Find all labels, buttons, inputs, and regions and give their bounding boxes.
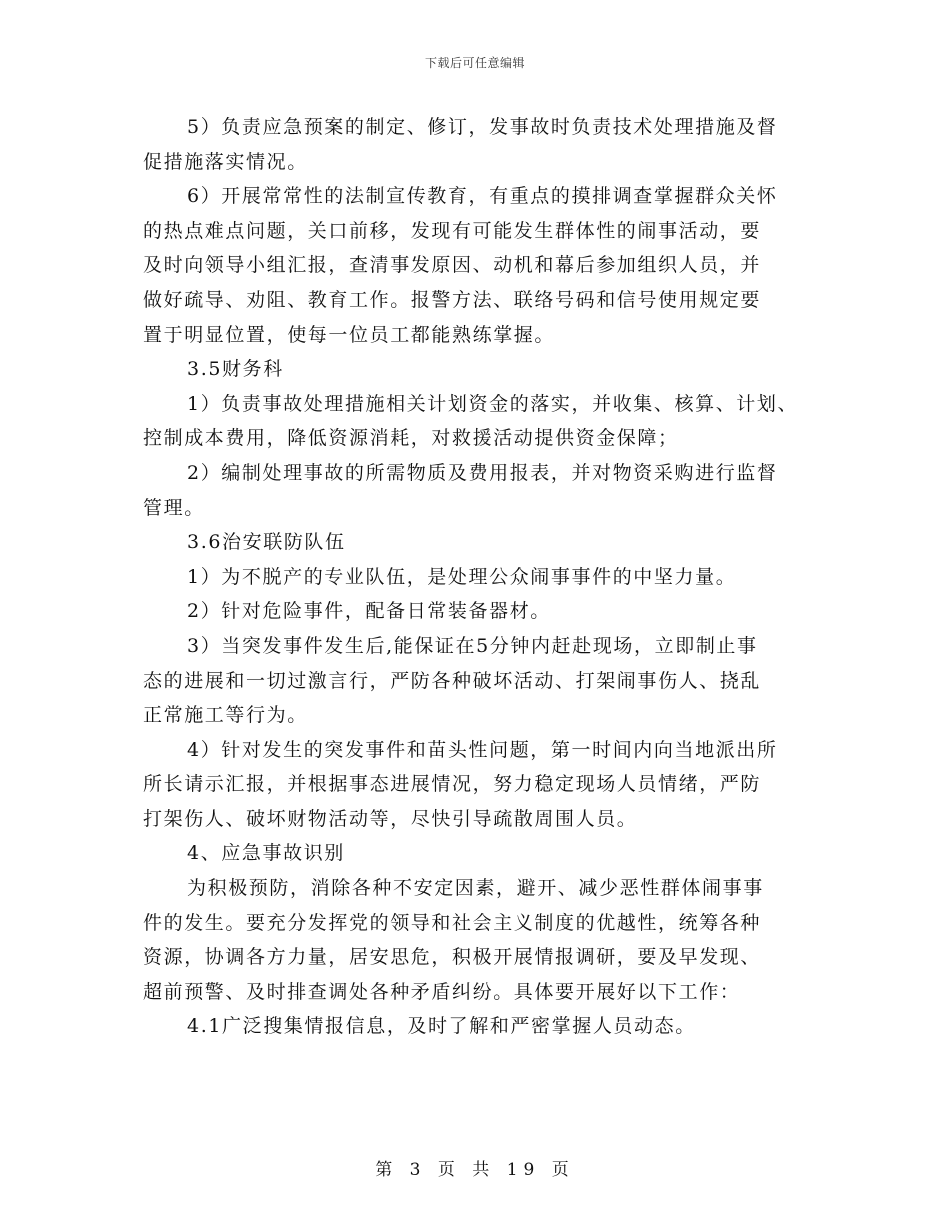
text-line: 5）负责应急预案的制定、修订，发事故时负责技术处理措施及督 [187, 116, 778, 138]
text-line: 促措施落实情况。 [143, 150, 308, 173]
text-line: 6）开展常常性的法制宣传教育，有重点的摸排调查掌握群众关怀 [187, 185, 778, 208]
text-line: 正常施工等行为。 [143, 704, 308, 727]
text-line: 管理。 [143, 496, 205, 519]
text-line: 做好疏导、劝阻、教育工作。报警方法、联络号码和信号使用规定要 [143, 288, 762, 311]
text-line: 超前预警、及时排查调处各种矛盾纠纷。具体要开展好以下工作： [143, 980, 741, 1003]
text-line: 控制成本费用，降低资源消耗，对救援活动提供资金保障； [143, 427, 679, 450]
text-line: 2）针对危险事件，配备日常装备器材。 [187, 600, 551, 623]
text-line: 置于明显位置，使每一位员工都能熟练掌握。 [143, 323, 556, 346]
text-line: 件的发生。要充分发挥党的领导和社会主义制度的优越性，统筹各种 [143, 911, 762, 934]
text-line: 所长请示汇报，并根据事态进展情况，努力稳定现场人员情绪，严防 [143, 773, 762, 796]
text-line: 2）编制处理事故的所需物质及费用报表，并对物资采购进行监督 [187, 461, 778, 484]
text-line: 及时向领导小组汇报，查清事发原因、动机和幕后参加组织人员，并 [143, 254, 762, 277]
text-line: 3）当突发事件发生后,能保证在5分钟内赶赴现场，立即制止事 [187, 634, 758, 657]
text-line: 4、应急事故识别 [187, 842, 345, 865]
text-line: 3.6治安联防队伍 [187, 531, 346, 554]
text-line: 1）负责事故处理措施相关计划资金的落实，并收集、核算、计划、 [187, 392, 799, 415]
document-body [143, 110, 823, 1044]
text-line: 为积极预防，消除各种不安定因素，避开、减少恶性群体闹事事 [187, 877, 764, 900]
text-line: 3.5财务科 [187, 358, 284, 381]
text-line: 1）为不脱产的专业队伍，是处理公众闹事事件的中坚力量。 [187, 565, 737, 588]
text-line: 资源，协调各方力量，居安思危，积极开展情报调研，要及早发现、 [143, 946, 762, 969]
page-number: 第 3 页 共 19 页 [375, 1160, 575, 1180]
text-line: 4）针对发生的突发事件和苗头性问题，第一时间内向当地派出所 [187, 738, 778, 761]
text-line: 打架伤人、破坏财物活动等，尽快引导疏散周围人员。 [143, 807, 638, 830]
text-line: 的热点难点问题，关口前移，发现有可能发生群体性的闹事活动，要 [143, 219, 762, 242]
page-header: 下载后可任意编辑 [424, 56, 525, 70]
text-line: 态的进展和一切过激言行，严防各种破坏活动、打架闹事伤人、挠乱 [143, 669, 762, 692]
text-line: 4.1广泛搜集情报信息，及时了解和严密掌握人员动态。 [187, 1015, 696, 1038]
